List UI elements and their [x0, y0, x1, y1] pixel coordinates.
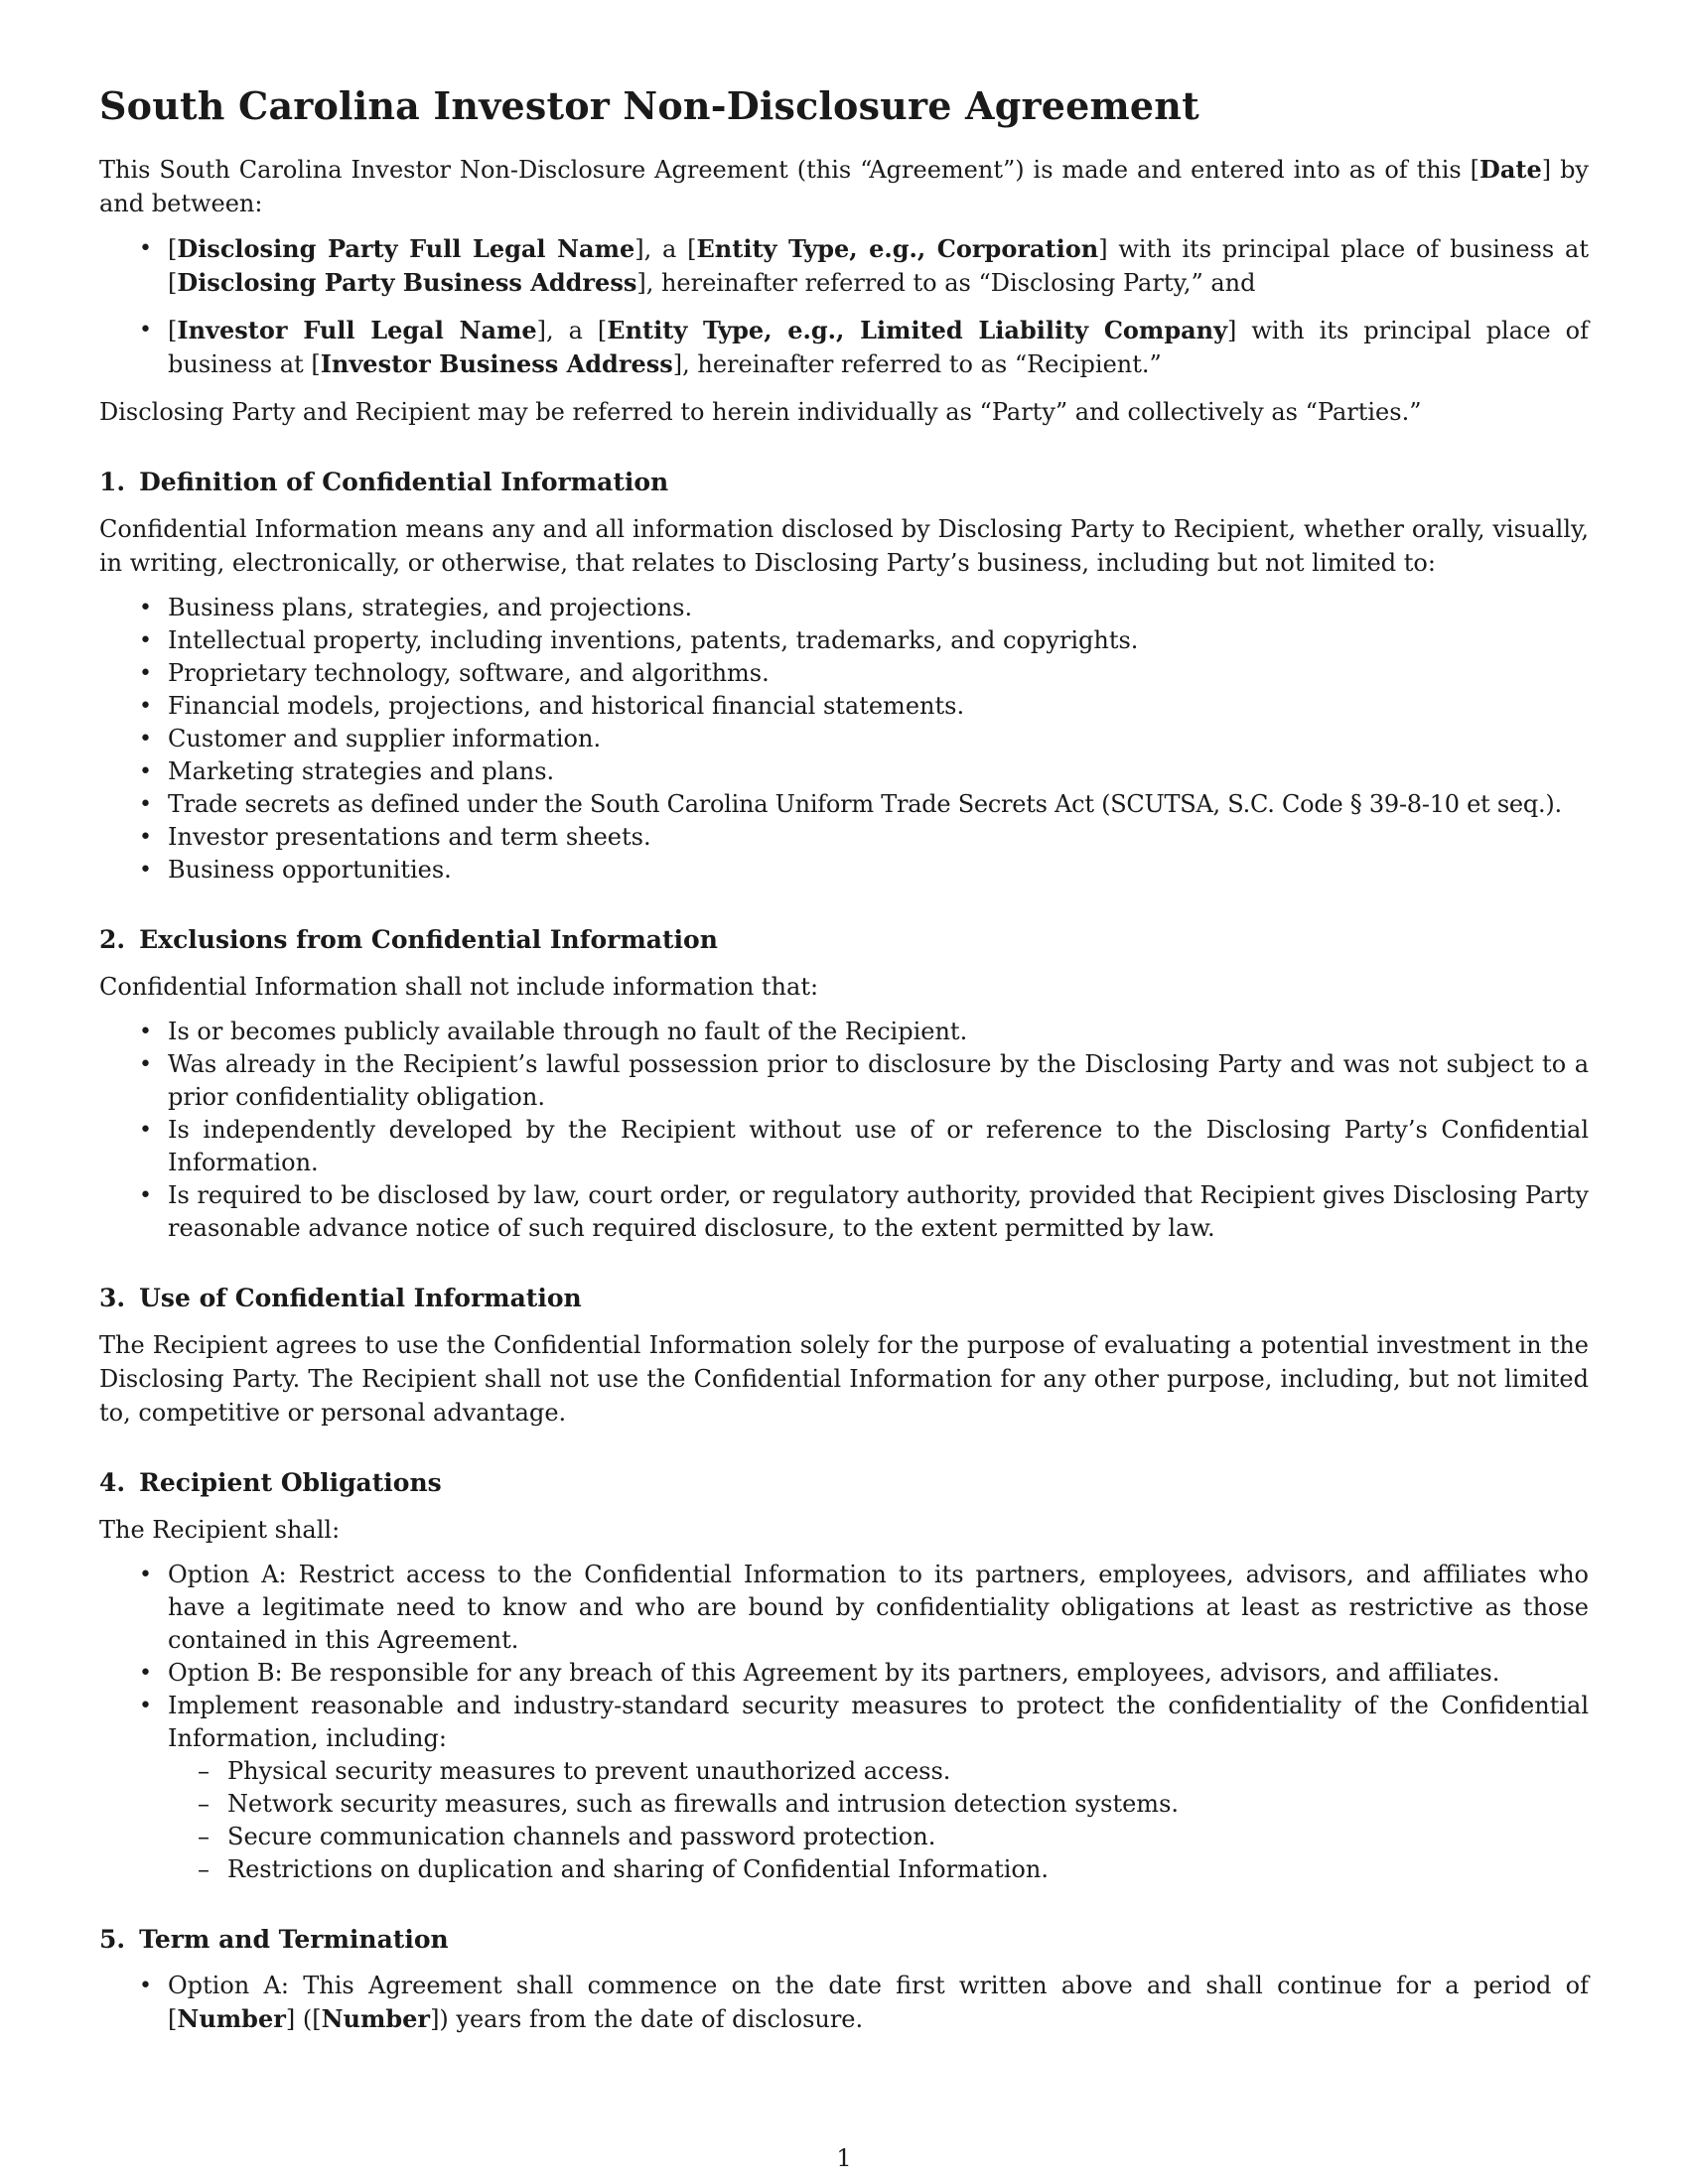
sub-list-item: – Physical security measures to prevent unauthorized access. — [168, 1755, 1589, 1788]
disclosing-address-placeholder: Disclosing Party Business Address — [177, 267, 637, 297]
party-disclosing: • [Disclosing Party Full Legal Name], a [Entity Type, e.g., Corporation] with its principal place of business at [Disclosing Party Business Address], hereinafter referred to as “Disclosing Party,” and — [99, 232, 1589, 300]
list-item: • Customer and supplier information. — [99, 723, 1589, 755]
list-item: • Business plans, strategies, and projections. — [99, 592, 1589, 624]
section-4-heading: 4. Recipient Obligations — [99, 1467, 442, 1497]
sub-list-item: – Secure communication channels and password protection. — [168, 1821, 1589, 1853]
section-1-list — [99, 592, 1589, 887]
page-number: 1 — [836, 2144, 852, 2172]
list-item: • Proprietary technology, software, and algorithms. — [99, 657, 1589, 690]
investor-name-placeholder: Investor Full Legal Name — [177, 315, 537, 344]
document-title: South Carolina Investor Non-Disclosure Agreement — [99, 83, 1199, 128]
list-item: • Option B: Be responsible for any breach of this Agreement by its partners, employees, advisors, and affiliates. — [99, 1657, 1589, 1690]
investor-address-placeholder: Investor Business Address — [320, 348, 673, 378]
section-2-text: Confidential Information shall not include information that: — [99, 972, 819, 1001]
list-item: • Investor presentations and term sheets. — [99, 821, 1589, 854]
sub-list-item: – Restrictions on duplication and sharing of Confidential Information. — [168, 1853, 1589, 1886]
list-item: • Trade secrets as defined under the South Carolina Uniform Trade Secrets Act (SCUTSA, S.C. Code § 39-8-10 et seq.). — [99, 788, 1589, 821]
section-1-heading: 1. Definition of Confidential Information — [99, 467, 669, 496]
list-item: • Is or becomes publicly available through no fault of the Recipient. — [99, 1016, 1589, 1048]
number-placeholder: Number — [321, 2003, 431, 2033]
disclosing-name-placeholder: Disclosing Party Full Legal Name — [177, 233, 635, 263]
list-item: • Is independently developed by the Recipient without use of or reference to the Disclosing Party’s Confidential Information. — [99, 1114, 1589, 1179]
section-2-list — [99, 1016, 1589, 1245]
investor-entity-placeholder: Entity Type, e.g., Limited Liability Company — [607, 315, 1228, 344]
list-item: • Financial models, projections, and historical financial statements. — [99, 690, 1589, 723]
intro-text-end: ] by and between: — [99, 155, 1589, 217]
disclosing-entity-placeholder: Entity Type, e.g., Corporation — [696, 233, 1099, 263]
list-item: • Option A: Restrict access to the Confidential Information to its partners, employees, advisors, and affiliates who have a legitimate need to know and who are bound by confidentiality obligations at least as restrictive as those contained in this Agreement. — [99, 1559, 1589, 1657]
section-5-list — [99, 1970, 1589, 2036]
intro-paragraph — [99, 153, 1589, 220]
section-4-text: The Recipient shall: — [99, 1515, 341, 1544]
list-item: • Implement reasonable and industry-standard security measures to protect the confidentiality of the Confidential Information, including: – Physical security measures to prevent unauthorized access. – Network security measures, such as firewalls and intrusion detection systems. – Secure communication channels and password protection. – Restrictions on duplication and sharing of Confidential Information. — [99, 1690, 1589, 1886]
list-item: • Is required to be disclosed by law, court order, or regulatory authority, provided that Recipient gives Disclosing Party reasonable advance notice of such required disclosure, to the extent permitted by law. — [99, 1179, 1589, 1245]
list-item: • Was already in the Recipient’s lawful possession prior to disclosure by the Disclosing Party and was not subject to a prior confidentiality obligation. — [99, 1048, 1589, 1114]
section-4-list — [99, 1559, 1589, 1886]
list-item: • Intellectual property, including inventions, patents, trademarks, and copyrights. — [99, 624, 1589, 657]
party-recipient: • [Investor Full Legal Name], a [Entity Type, e.g., Limited Liability Company] with its principal place of business at [Investor Business Address], hereinafter referred to as “Recipient.” — [99, 314, 1589, 381]
security-measures-list — [168, 1755, 1589, 1886]
parties-list — [99, 232, 1589, 381]
section-1-text: Confidential Information means any and all information disclosed by Disclosing Party to Recipient, whether orally, visually, in writing, electronically, or otherwise, that relates to Disclosing Party’s business, including but not limited to: — [99, 514, 1589, 577]
list-item: • Business opportunities. — [99, 854, 1589, 887]
number-placeholder: Number — [177, 2003, 286, 2033]
document-page — [99, 83, 1589, 2044]
section-3-text: The Recipient agrees to use the Confidential Information solely for the purpose of evaluating a potential investment in the Disclosing Party. The Recipient shall not use the Confidential Information for any other purpose, including, but not limited to, competitive or personal advantage. — [99, 1330, 1589, 1427]
intro-text: This South Carolina Investor Non-Disclosure Agreement (this “Agreement”) is made and entered into as of this [ — [99, 155, 1480, 184]
section-5-heading: 5. Term and Termination — [99, 1924, 449, 1954]
list-item: • Option A: This Agreement shall commence on the date first written above and shall continue for a period of [Number] ([Number]) years from the date of disclosure. — [99, 1970, 1589, 2036]
list-item: • Marketing strategies and plans. — [99, 755, 1589, 788]
section-3-heading: 3. Use of Confidential Information — [99, 1283, 582, 1312]
section-2-heading: 2. Exclusions from Confidential Information — [99, 924, 718, 954]
parties-note: Disclosing Party and Recipient may be referred to herein individually as “Party” and collectively as “Parties.” — [99, 397, 1422, 426]
date-placeholder: Date — [1479, 154, 1542, 184]
sub-list-item: – Network security measures, such as firewalls and intrusion detection systems. — [168, 1788, 1589, 1821]
